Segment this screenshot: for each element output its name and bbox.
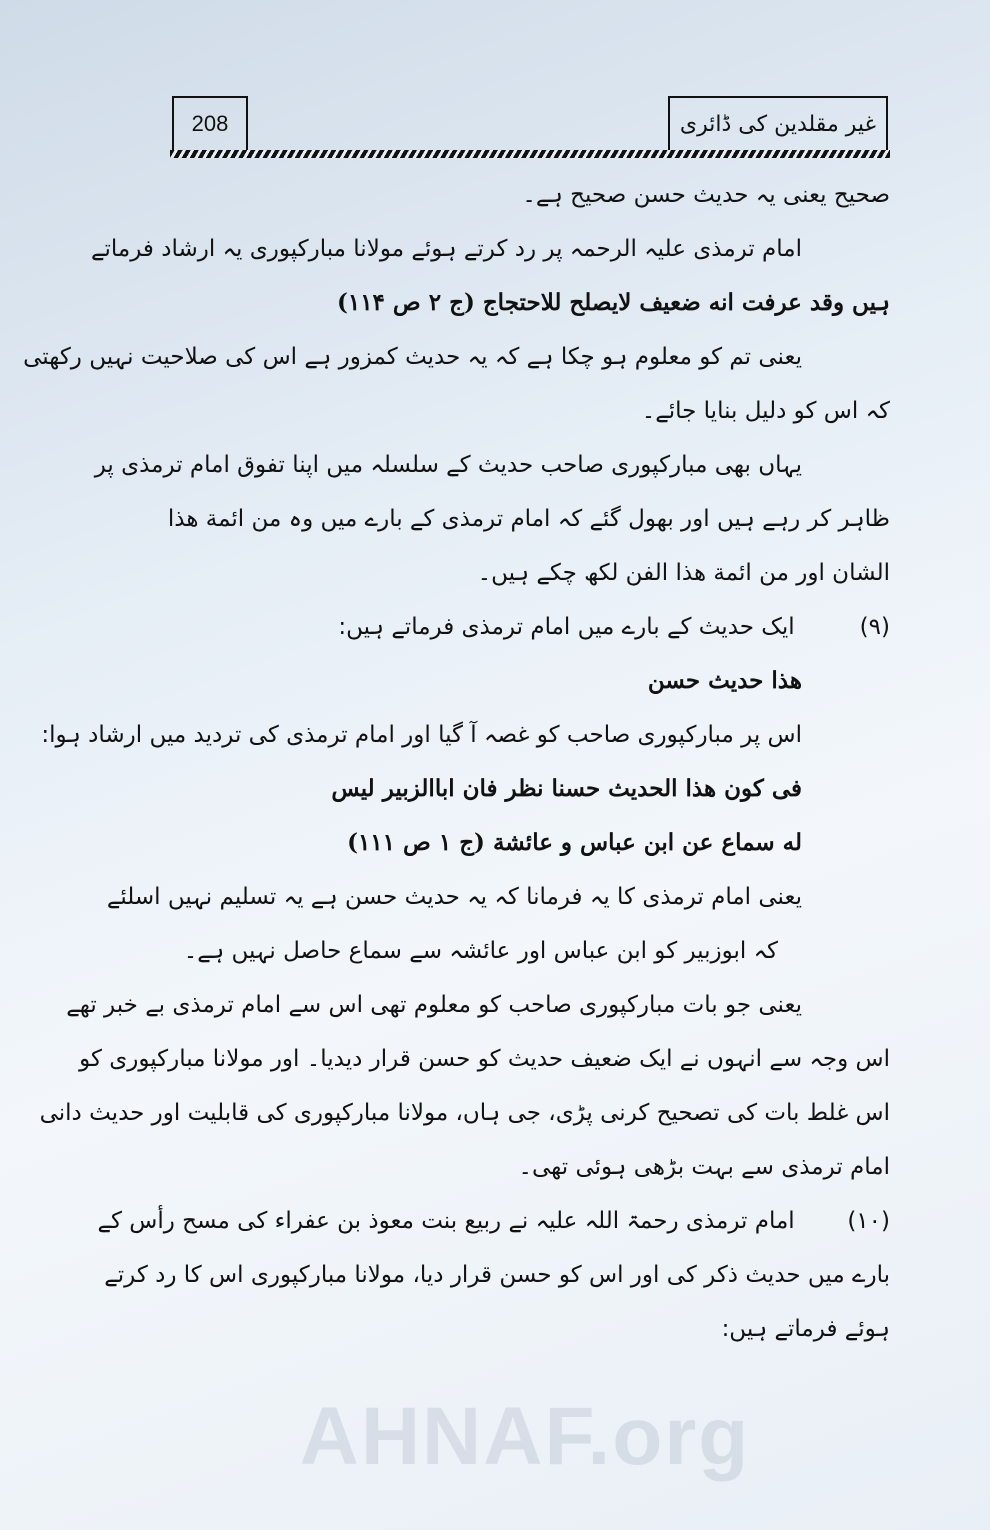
header-divider <box>170 150 890 158</box>
text-line: یعنی امام ترمذی کا یہ فرمانا کہ یہ حدیث حسن ہے یہ تسلیم نہیں اسلئے <box>106 884 802 910</box>
numbered-line <box>168 600 890 654</box>
text-line: امام ترمذی رحمۃ اللہ علیہ نے ربیع بنت معوذ بن عفراء کی مسح رأس کے <box>97 1208 795 1234</box>
text-line: یعنی جو بات مبارکپوری صاحب کو معلوم تھی اس سے امام ترمذی بے خبر تھے <box>66 992 802 1018</box>
text-line: اس وجہ سے انہوں نے ایک ضعیف حدیث کو حسن قرار دیدیا۔ اور مولانا مبارکپوری کو <box>79 1046 890 1072</box>
text-line: هذا حدیث حسن <box>647 667 802 694</box>
text-line: ایک حدیث کے بارے میں امام ترمذی فرماتے ہیں: <box>338 614 795 640</box>
page-number: 208 <box>172 96 248 152</box>
text-line: صحیح یعنی یہ حدیث حسن صحیح ہے۔ <box>522 182 890 208</box>
book-title: غیر مقلدین کی ڈائری <box>668 96 888 152</box>
text-line: فی کون هذا الحدیث حسنا نظر فان اباالزبیر لیس <box>331 775 802 802</box>
text-line: ہوئے فرماتے ہیں: <box>721 1316 890 1342</box>
text-line: اس پر مبارکپوری صاحب کو غصہ آ گیا اور امام ترمذی کی تردید میں ارشاد ہوا: <box>41 722 802 748</box>
text-line: بارے میں حدیث ذکر کی اور اس کو حسن قرار دیا، مولانا مبارکپوری اس کا رد کرتے <box>104 1262 890 1288</box>
text-line: ہیں وقد عرفت انه ضعیف لایصلح للاحتجاج (ج ۲ ص ۱۱۴) <box>336 289 890 316</box>
text-line: ظاہر کر رہے ہیں اور بھول گئے کہ امام ترمذی کے بارے میں وہ من ائمة هذا <box>167 506 890 532</box>
text-line: کہ ابوزبیر کو ابن عباس اور عائشہ سے سماع حاصل نہیں ہے۔ <box>183 938 778 964</box>
text-line: یعنی تم کو معلوم ہو چکا ہے کہ یہ حدیث کمزور ہے اس کی صلاحیت نہیں رکھتی <box>23 344 802 370</box>
text-line: کہ اس کو دلیل بنایا جائے۔ <box>641 398 890 424</box>
page-body <box>23 168 890 1356</box>
text-line: امام ترمذی علیہ الرحمہ پر رد کرتے ہوئے مولانا مبارکپوری یہ ارشاد فرماتے <box>91 236 802 262</box>
item-number: (۱۰) <box>847 1208 890 1234</box>
text-line: له سماع عن ابن عباس و عائشة (ج ۱ ص ۱۱۱) <box>347 829 802 856</box>
text-line: امام ترمذی سے بہت بڑھی ہوئی تھی۔ <box>518 1154 890 1180</box>
text-line: یہاں بھی مبارکپوری صاحب حدیث کے سلسلہ میں اپنا تفوق امام ترمذی پر <box>94 452 802 478</box>
text-line: اس غلط بات کی تصحیح کرنی پڑی، جی ہاں، مولانا مبارکپوری کی قابلیت اور حدیث دانی <box>39 1100 890 1126</box>
item-number: (۹) <box>859 614 890 640</box>
text-line: الشان اور من ائمة هذا الفن لکھ چکے ہیں۔ <box>477 560 890 586</box>
watermark: AHNAF.org <box>299 1391 751 1482</box>
numbered-line <box>97 1194 890 1248</box>
